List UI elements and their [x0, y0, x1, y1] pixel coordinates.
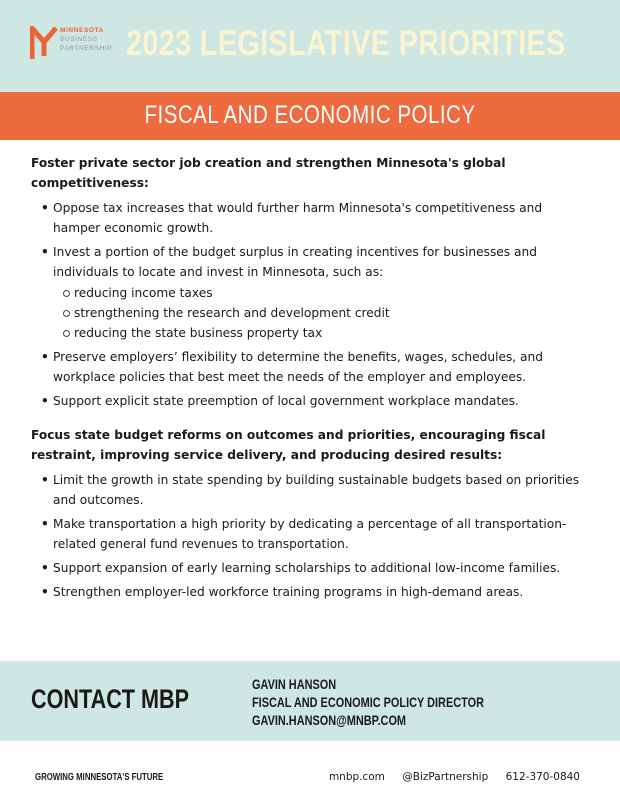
- list-item: [31, 514, 591, 554]
- phone-number[interactable]: 612-370-0840: [505, 771, 580, 783]
- section-heading: [31, 425, 591, 465]
- list-item: [31, 558, 591, 578]
- footer-tagline: GROWING MINNESOTA'S FUTURE: [35, 772, 164, 783]
- bullet-text: Make transportation a high priority by dedicating a percentage of all transportation-related general fund revenues to transportation.: [53, 517, 567, 551]
- mbp-logo[interactable]: [30, 26, 122, 68]
- logo-line-3: PARTNERSHIP: [60, 45, 113, 52]
- list-item: [31, 242, 591, 343]
- social-handle-link[interactable]: @BizPartnership: [402, 771, 489, 783]
- section-heading-line: Foster private sector job creation and strengthen Minnesota's global: [31, 156, 506, 170]
- list-item: [31, 198, 591, 238]
- page-title: 2023 LEGISLATIVE PRIORITIES: [126, 24, 566, 63]
- logo-line-2: BUSINESS: [60, 36, 98, 43]
- contact-title: CONTACT MBP: [31, 684, 189, 714]
- bullet-text: Oppose tax increases that would further harm Minnesota's competitiveness and hamper economic growth.: [53, 201, 543, 235]
- header: [0, 0, 620, 92]
- list-item: [31, 347, 591, 387]
- contact-name: GAVIN HANSON: [252, 676, 337, 692]
- footer-links: [315, 771, 580, 783]
- contact-email-link[interactable]: GAVIN.HANSON@MNBP.COM: [252, 712, 407, 728]
- main-content: [31, 153, 591, 606]
- section-heading-line: competitiveness:: [31, 176, 149, 190]
- section-heading-line: restraint, improving service delivery, and producing desired results:: [31, 448, 503, 462]
- contact-role: FISCAL AND ECONOMIC POLICY DIRECTOR: [252, 694, 484, 710]
- m-logo-icon: [30, 26, 58, 60]
- section-band: [0, 92, 620, 140]
- sub-list-item: reducing income taxes: [53, 283, 591, 303]
- bullet-text: Preserve employers’ flexibility to determine the benefits, wages, schedules, and workplace policies that best meet the needs of the employer and employees.: [53, 350, 543, 384]
- section-heading-line: Focus state budget reforms on outcomes and priorities, encouraging fiscal: [31, 428, 546, 442]
- sub-list-item: reducing the state business property tax: [53, 323, 591, 343]
- bullet-list: [31, 198, 591, 411]
- footer: [0, 741, 620, 806]
- logo-text: [60, 26, 112, 53]
- logo-line-1: MINNESOTA: [60, 27, 104, 34]
- bullet-text: Support explicit state preemption of local government workplace mandates.: [53, 394, 519, 408]
- list-item: [31, 391, 591, 411]
- sub-list-item: strengthening the research and development credit: [53, 303, 591, 323]
- list-item: [31, 470, 591, 510]
- list-item: [31, 582, 591, 602]
- section-gap: [31, 415, 591, 425]
- website-link[interactable]: mnbp.com: [328, 771, 385, 783]
- bullet-text: Strengthen employer-led workforce training programs in high-demand areas.: [53, 585, 524, 599]
- bullet-text: Support expansion of early learning scholarships to additional low-income families.: [53, 561, 561, 575]
- bullet-list: [31, 470, 591, 602]
- bullet-text: Invest a portion of the budget surplus in creating incentives for businesses and individuals to locate and invest in Minnesota, such as:: [53, 245, 537, 279]
- contact-info: [252, 675, 484, 729]
- section-title: FISCAL AND ECONOMIC POLICY: [144, 101, 476, 129]
- contact-section: [0, 661, 620, 741]
- sub-bullet-list: [53, 283, 591, 343]
- bullet-text: Limit the growth in state spending by building sustainable budgets based on priorities and outcomes.: [53, 473, 580, 507]
- section-heading: [31, 153, 591, 193]
